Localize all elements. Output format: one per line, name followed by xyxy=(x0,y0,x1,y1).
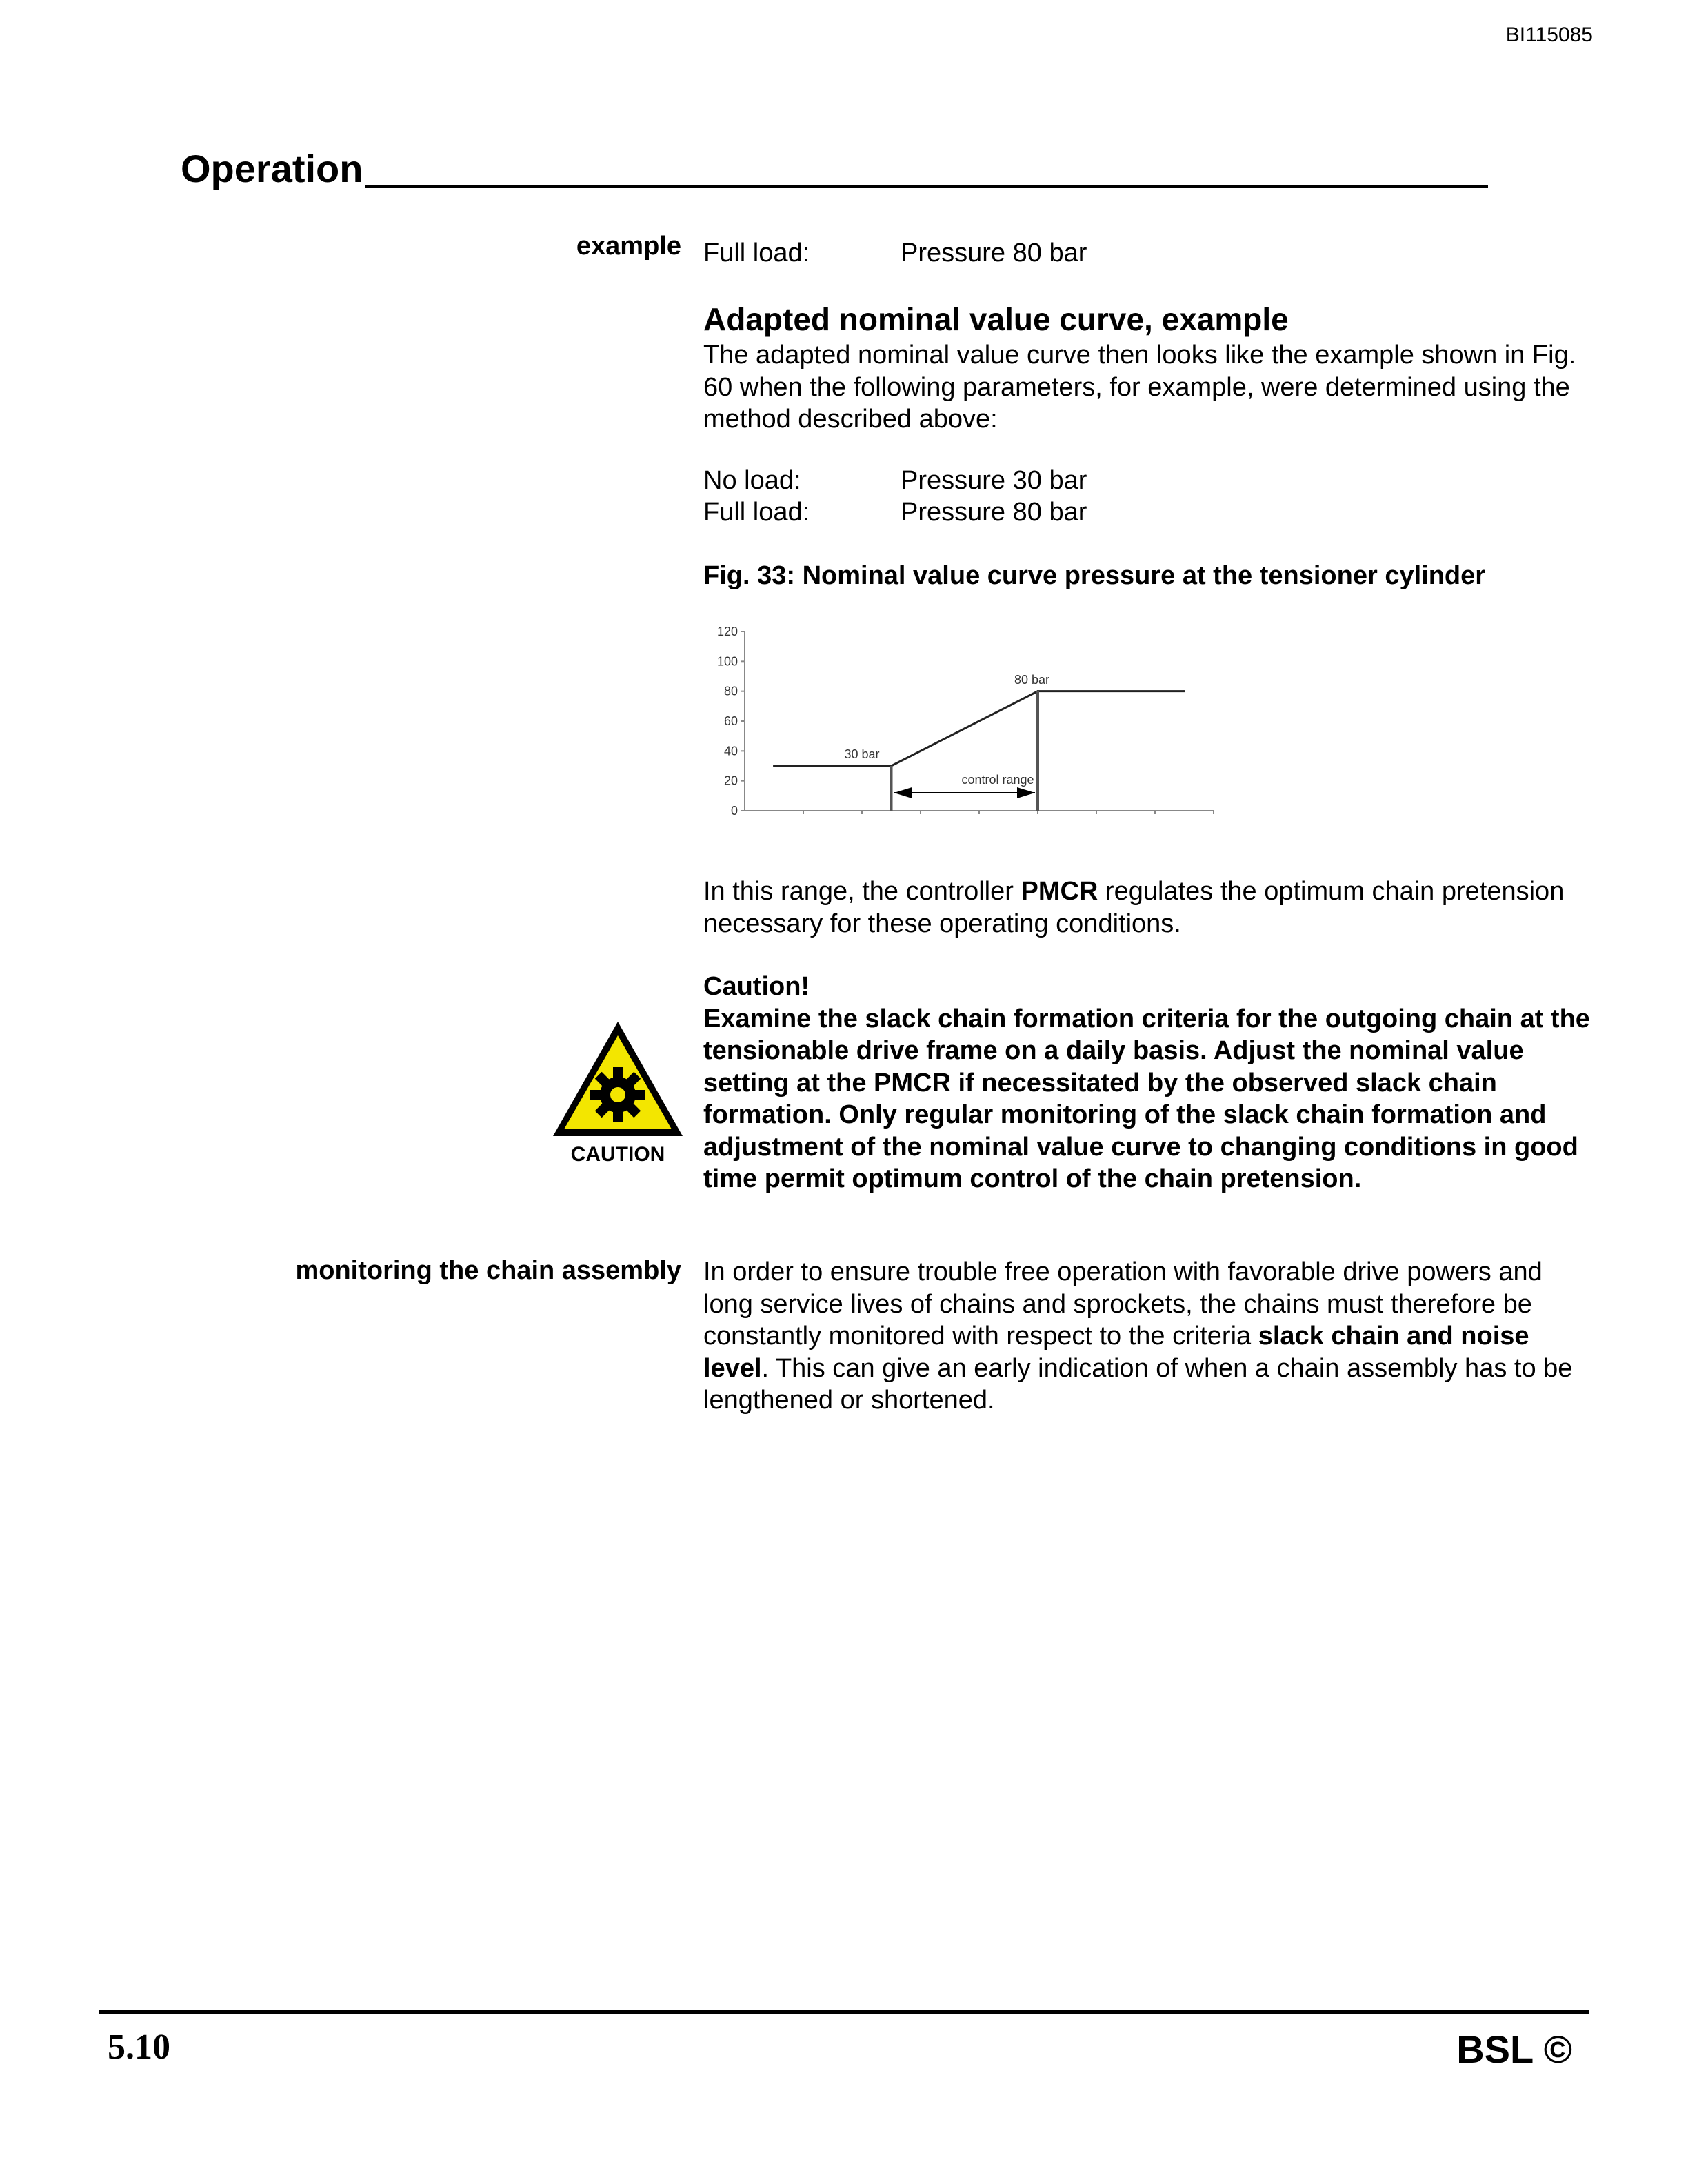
range-text-before: In this range, the controller xyxy=(703,877,1021,906)
section-title: Operation xyxy=(181,147,363,190)
series-point xyxy=(1183,690,1185,692)
control-range-arrow-left xyxy=(894,787,912,798)
title-underline xyxy=(365,185,1488,188)
caution-block xyxy=(703,971,1593,1195)
caution-text: Examine the slack chain formation criteria for the outgoing chain at the tensionable drive frame on a daily basis. Adjust the nominal value setting at the PMCR if necessitated by the observed slack chain formation. Only regular monitoring of the slack chain formation and adjustment of the nominal value curve to changing conditions in good time permit optimum control of the chain pretension. xyxy=(703,1004,1590,1193)
y-tick-label: 0 xyxy=(730,804,738,818)
series-point xyxy=(773,765,775,767)
adapted-paragraph: The adapted nominal value curve then looks like the example shown in Fig. 60 when the following parameters, for example, were determined using the method described above: xyxy=(703,341,1576,434)
series-line xyxy=(774,691,1185,766)
range-text-after: regulates the optimum chain pretension necessary for these operating conditions. xyxy=(703,877,1565,938)
monitoring-text-before: In order to ensure trouble free operation with favorable drive powers and long service lives of chains and sprockets, the chains must therefore be constantly monitored with respect to the criteria xyxy=(703,1257,1543,1351)
y-tick-label: 80 xyxy=(723,684,738,698)
chart-annotation: 30 bar xyxy=(844,747,880,762)
control-range-arrow-right xyxy=(1017,787,1035,798)
document-id: BI115085 xyxy=(1505,23,1593,46)
brand-copyright: BSL © xyxy=(1456,2028,1572,2071)
range-text-bold: PMCR xyxy=(1021,877,1098,906)
param-value-full-load: Pressure 80 bar xyxy=(901,498,1087,527)
y-tick-label: 20 xyxy=(723,774,738,788)
param-value-no-load: Pressure 30 bar xyxy=(901,466,1087,495)
top-row-label: Full load: xyxy=(703,239,810,267)
monitoring-text-bold: slack chain and noise level xyxy=(703,1322,1529,1383)
param-label-full-load: Full load: xyxy=(703,498,810,527)
adapted-heading: Adapted nominal value curve, example xyxy=(703,301,1289,337)
sidebar-label-example: example xyxy=(576,232,681,261)
chart-annotation: control range xyxy=(961,773,1034,787)
caution-icon-label: CAUTION xyxy=(570,1143,665,1166)
figure-caption: Fig. 33: Nominal value curve pressure at the tensioner cylinder xyxy=(703,561,1486,590)
range-paragraph xyxy=(703,876,1593,940)
top-row-value: Pressure 80 bar xyxy=(901,239,1087,267)
y-tick-label: 60 xyxy=(723,714,738,728)
y-tick-label: 40 xyxy=(723,744,738,758)
chart-annotation: 80 bar xyxy=(1014,672,1050,687)
y-tick-label: 100 xyxy=(716,654,738,669)
nominal-value-curve-chart xyxy=(703,620,1227,827)
y-tick-label: 120 xyxy=(716,625,738,638)
caution-gear-warning-icon xyxy=(549,1018,687,1140)
param-label-no-load: No load: xyxy=(703,466,801,495)
caution-title: Caution! xyxy=(703,972,810,1001)
footer-rule xyxy=(99,2010,1589,2014)
sidebar-label-monitoring: monitoring the chain assembly xyxy=(295,1256,681,1285)
page-number: 5.10 xyxy=(108,2028,170,2067)
monitoring-paragraph xyxy=(703,1256,1593,1417)
monitoring-text-after: . This can give an early indication of when a chain assembly has to be lengthened or shortened. xyxy=(703,1353,1573,1415)
